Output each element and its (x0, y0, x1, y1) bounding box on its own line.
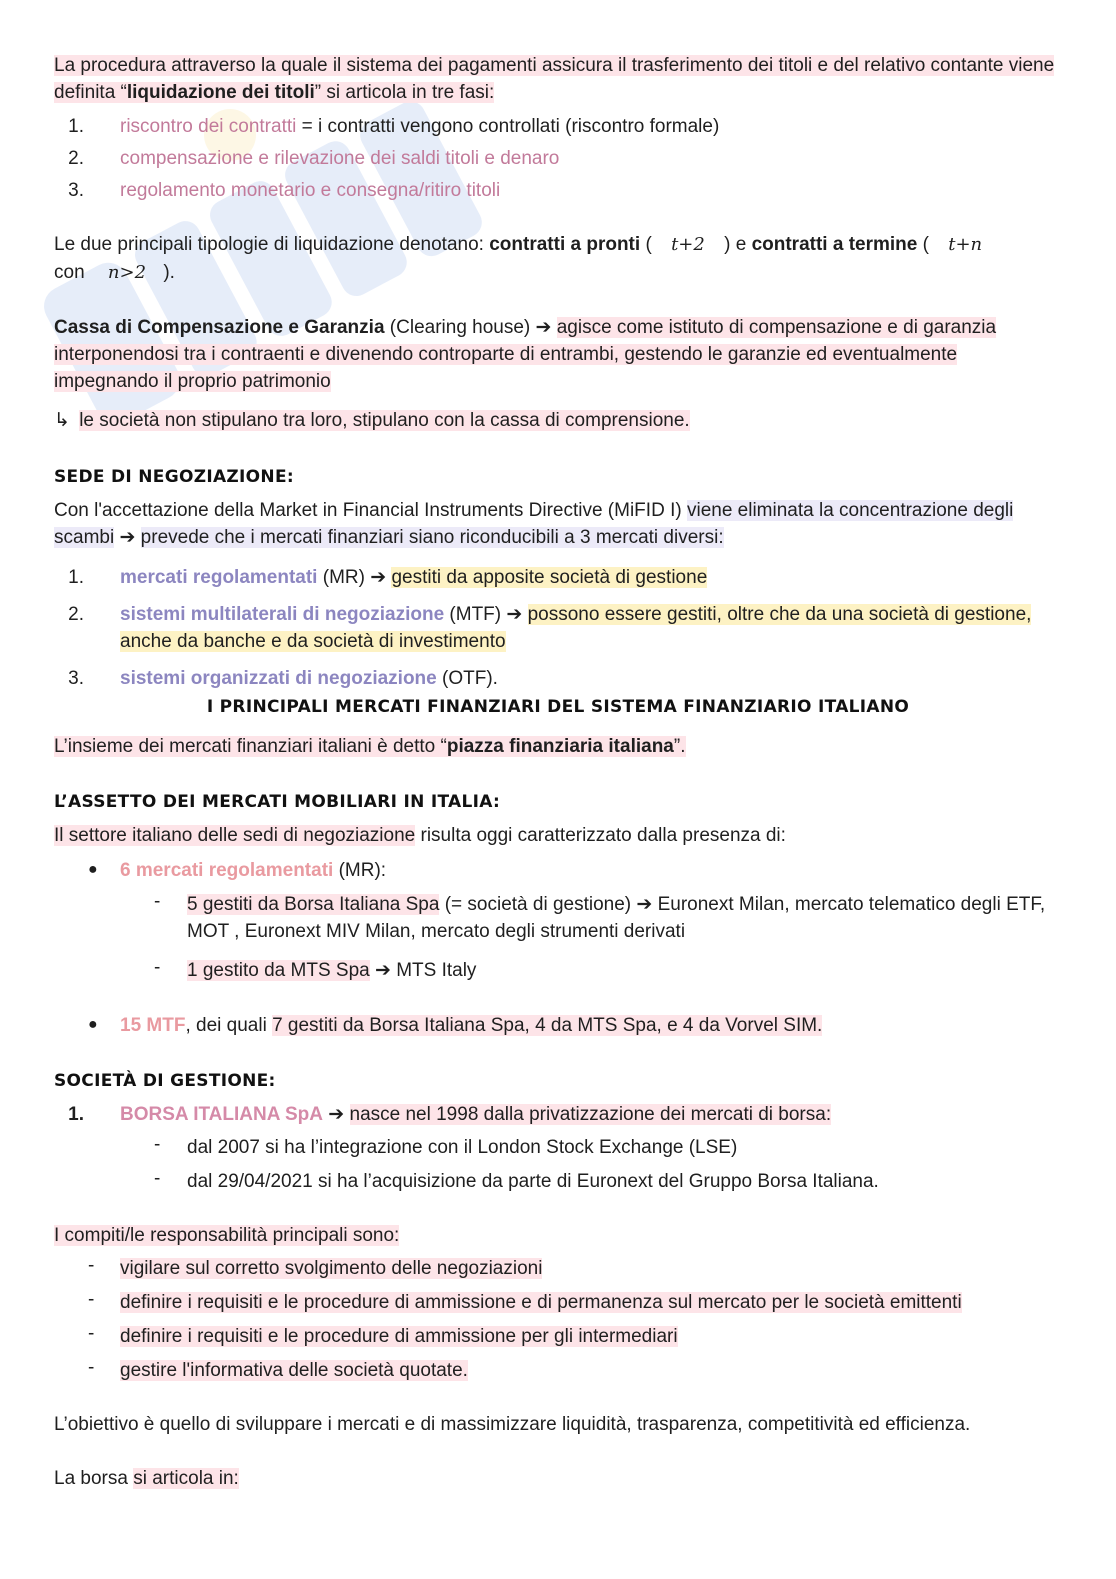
assetto-intro (54, 822, 786, 849)
sede-hl1: viene eliminata la concentrazione degli scambi (54, 500, 1014, 548)
sede-number: 3. (68, 668, 84, 689)
compiti-intro (54, 1222, 399, 1249)
compiti-text: vigilare sul corretto svolgimento delle negoziazioni (120, 1258, 543, 1279)
mr-rest: (MR): (333, 860, 387, 881)
phase-label: riscontro dei contratti (120, 116, 297, 137)
section-heading: SEDE DI NEGOZIAZIONE: (54, 467, 294, 487)
cassa-highlight: agisce come istituto di compensazione e di garanzia interponendosi tra i contraenti e divenendo controparte di entrambi, gestendo le garanzie ed eventualmente impegnando il proprio patrimonio (54, 317, 997, 392)
section-heading-centered: I PRINCIPALI MERCATI FINANZIARI DEL SISTEMA FINANZIARIO ITALIANO (206, 697, 910, 717)
intro-post: ” si articola in tre fasi: (314, 82, 495, 103)
societa-number: 1. (68, 1104, 84, 1125)
principali-pre: L’insieme dei mercati finanziari italiani è detto “ (54, 736, 447, 757)
phase-label: compensazione e rilevazione dei saldi titoli e denaro (120, 148, 560, 169)
societa-sub: dal 29/04/2021 si ha l’acquisizione da parte di Euronext del Gruppo Borsa Italiana. (187, 1171, 879, 1192)
compiti-item (120, 1323, 678, 1350)
borsa-hl: si articola in: (133, 1468, 239, 1489)
sede-name: mercati regolamentati (120, 567, 318, 588)
mtf-label: 15 MTF (120, 1015, 186, 1036)
phase-number: 3. (68, 180, 84, 201)
compiti-text: definire i requisiti e le procedure di ammissione per gli intermediari (120, 1326, 678, 1347)
sede-number: 2. (68, 604, 84, 625)
sede-paragraph (54, 497, 1054, 551)
cassa-rest: (Clearing house) ➔ (384, 317, 557, 338)
mr-sub-hl: 1 gestito da MTS Spa (187, 960, 370, 981)
mr-sub-2 (187, 957, 476, 984)
contratti-a-pronti: contratti a pronti (489, 234, 641, 255)
sede-number: 1. (68, 567, 84, 588)
paren: ( (917, 234, 929, 255)
dash-icon: - (88, 1323, 95, 1344)
borsa-pre: La borsa (54, 1468, 134, 1489)
intro-pre: La procedura attraverso la quale il sistema dei pagamenti assicura il trasferimento dei titoli e del relativo contante viene definita “ (54, 55, 1055, 103)
compiti-text: definire i requisiti e le procedure di ammissione e di permanenza sul mercato per le società emittenti (120, 1292, 962, 1313)
compiti-intro-hl: I compiti/le responsabilità principali sono: (54, 1225, 400, 1246)
phase-number: 1. (68, 116, 84, 137)
cassa-title: Cassa di Compensazione e Garanzia (54, 317, 385, 338)
close: ). (163, 262, 175, 283)
sede-pre: Con l'accettazione della Market in Financial Instruments Directive (MiFID I) (54, 500, 687, 521)
principali-paragraph (54, 733, 686, 760)
sede-name: sistemi organizzati di negoziazione (120, 668, 437, 689)
mtf-item (120, 1012, 822, 1039)
tipologie-line2 (54, 259, 175, 286)
cassa-note (54, 407, 690, 434)
con: con (54, 262, 85, 283)
phase-label: regolamento monetario e consegna/ritiro titoli (120, 180, 501, 201)
compiti-item (120, 1357, 468, 1384)
phase-rest: = i contratti vengono controllati (riscontro formale) (296, 116, 720, 137)
math-t-plus-2: t+2 (671, 234, 705, 255)
math-t-plus-n: t+n (948, 234, 983, 255)
tipologie-line1 (54, 231, 982, 258)
assetto-hl: Il settore italiano delle sedi di negoziazione (54, 825, 416, 846)
dash-icon: - (154, 891, 161, 912)
sede-abbr: (OTF). (436, 668, 498, 689)
sede-item-2-text (120, 601, 1040, 655)
section-heading: SOCIETÀ DI GESTIONE: (54, 1071, 276, 1091)
assetto-rest: risulta oggi caratterizzato dalla presenza di: (415, 825, 786, 846)
compiti-item (120, 1289, 962, 1316)
dash-icon: - (154, 1134, 161, 1155)
bullet-icon: ● (88, 1016, 98, 1033)
principali-bold: piazza finanziaria italiana (446, 736, 674, 757)
section-heading: L’ASSETTO DEI MERCATI MOBILIARI IN ITALIA: (54, 792, 501, 812)
mtf-mid: , dei quali (185, 1015, 273, 1036)
sede-name: sistemi multilaterali di negoziazione (120, 604, 445, 625)
dash-icon: - (154, 957, 161, 978)
sede-desc: possono essere gestiti, oltre che da una società di gestione, anche da banche e da società di investimento (120, 604, 1032, 652)
compiti-text: gestire l'informativa delle società quotate. (120, 1360, 468, 1381)
bullet-icon: ● (88, 861, 98, 878)
mr-label: 6 mercati regolamentati (120, 860, 334, 881)
dash-icon: - (88, 1289, 95, 1310)
mr-sub-hl: 5 gestiti da Borsa Italiana Spa (187, 894, 440, 915)
phase-number: 2. (68, 148, 84, 169)
sede-hl2: prevede che i mercati finanziari siano riconducibili a 3 mercati diversi: (140, 527, 724, 548)
mr-item (120, 857, 386, 884)
arrow: ➔ (114, 527, 141, 548)
cassa-paragraph (54, 314, 1044, 395)
cassa-note-text: le società non stipulano tra loro, stipulano con la cassa di comprensione. (79, 410, 690, 431)
dash-icon: - (88, 1255, 95, 1276)
return-arrow-icon: ↳ (54, 410, 70, 431)
sede-abbr: (MR) ➔ (317, 567, 392, 588)
tipologie-pre: Le due principali tipologie di liquidazione denotano: (54, 234, 490, 255)
paren: ( (640, 234, 652, 255)
dash-icon: - (88, 1357, 95, 1378)
borsa-italiana-name: BORSA ITALIANA SpA (120, 1104, 324, 1125)
mtf-hl: 7 gestiti da Borsa Italiana Spa, 4 da MTS Spa, e 4 da Vorvel SIM. (272, 1015, 823, 1036)
societa-hl: nasce nel 1998 dalla privatizzazione dei mercati di borsa: (349, 1104, 832, 1125)
dash-icon: - (154, 1168, 161, 1189)
compiti-item (120, 1255, 542, 1282)
math-n-gt-2: n>2 (107, 262, 147, 283)
borsa-paragraph (54, 1465, 239, 1492)
sede-abbr: (MTF) ➔ (444, 604, 528, 625)
intro-bold: liquidazione dei titoli (126, 82, 315, 103)
mr-sub-1 (187, 891, 1047, 945)
societa-sub: dal 2007 si ha l’integrazione con il London Stock Exchange (LSE) (187, 1137, 738, 1158)
sede-desc: gestiti da apposite società di gestione (391, 567, 708, 588)
tipologie-mid: ) e (718, 234, 752, 255)
mr-sub-rest: ➔ MTS Italy (369, 960, 477, 981)
contratti-a-termine: contratti a termine (751, 234, 918, 255)
principali-post: ”. (673, 736, 686, 757)
mr-sub-rest: (= società di gestione) ➔ Euronext Milan, mercato telematico degli ETF, MOT , Euronext MIV Milan, mercato degli strumenti derivati (187, 894, 1046, 942)
intro-paragraph (54, 52, 1064, 106)
arrow: ➔ (323, 1104, 350, 1125)
obiettivo-paragraph: L’obiettivo è quello di sviluppare i mercati e di massimizzare liquidità, trasparenza, competitività ed efficienza. (54, 1414, 971, 1435)
